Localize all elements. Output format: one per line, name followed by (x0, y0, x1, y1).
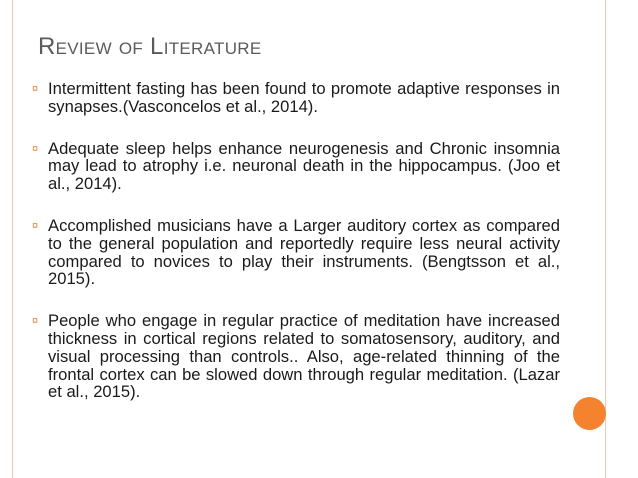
decorative-circle-icon (573, 397, 606, 430)
bullet-item (32, 217, 560, 288)
bullet-item (32, 80, 560, 116)
bullet-marker-icon: ¤ (32, 219, 39, 232)
bullet-text: Adequate sleep helps enhance neurogenesis and Chronic insomnia may lead to atrophy i.e. neuronal death in the hippocampus. (Joo et al., 2014). (48, 138, 560, 194)
bullet-marker-icon: ¤ (32, 83, 39, 95)
bullet-text: People who engage in regular practice of meditation have increased thickness in cortical regions related to somatosensory, auditory, and visual processing than controls.. Also, age-related thinning of the frontal cortex can be slowed down through regular meditation. (Lazar et al., 2015). (48, 311, 560, 402)
left-border-line (12, 0, 13, 478)
bullet-marker-icon: ¤ (32, 142, 39, 155)
bullet-item (32, 140, 560, 193)
bullet-text: Accomplished musicians have a Larger auditory cortex as compared to the general population and reportedly require less neural activity compared to novices to play their instruments. (Bengtsson et al., 2015). (48, 215, 560, 289)
slide-title: Review of Literature (38, 33, 262, 60)
bullet-list (32, 80, 560, 425)
bullet-item (32, 312, 560, 401)
right-border-line (605, 0, 606, 478)
bullet-text: Intermittent fasting has been found to promote adaptive responses in synapses.(Vasconcelos et al., 2014). (48, 79, 560, 116)
bullet-marker-icon: ¤ (32, 315, 39, 328)
